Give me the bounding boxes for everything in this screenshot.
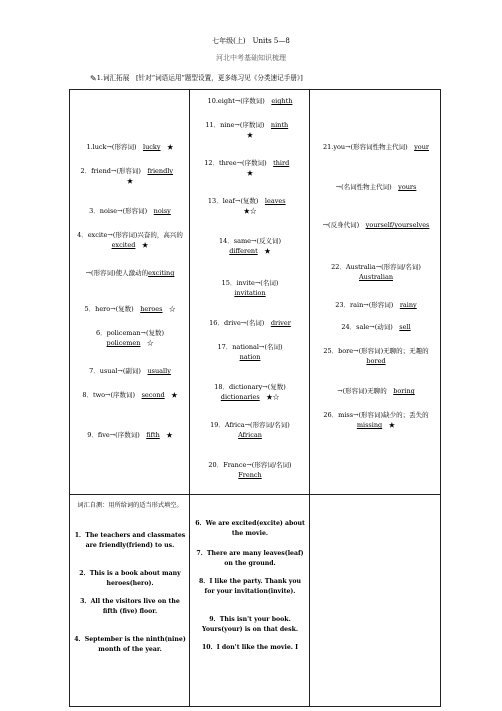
vocab-item [314,300,438,310]
vocab-prompt: 23．rain→(形容词) [335,301,400,309]
vocab-answer: lucky [143,143,161,151]
vocab-answer: different [229,247,258,255]
vocab-answer: sell [399,323,411,331]
vocab-answer: yourself/yourselves [365,221,430,229]
vocab-item [204,460,299,480]
vocab-item [204,120,296,140]
vocab-item [318,262,434,282]
importance-star: ★ [382,421,396,429]
vocab-answer: rainy [399,301,417,309]
importance-star: ★ [135,241,149,249]
exercise-sentence: 7．There are many leaves(leaf) on the ground. [196,550,304,567]
importance-star: ☆ [140,339,154,347]
vocab-prompt: 4．excite→(形容词)兴奋的，高兴的 [77,231,190,239]
pencil-icon: ✎ [90,74,97,83]
vocab-prompt: 12．three→(序数词) [204,159,274,167]
vocab-item [204,196,296,216]
vocab-answer: French [238,471,262,479]
vocab-item [74,206,186,216]
vocab-prompt: 13．leaf→(复数) [207,197,265,205]
importance-star: ★ [126,167,180,185]
vocab-answer: noisy [153,207,171,215]
importance-star: ★ [164,391,178,399]
vocab-prompt: →(名词性物主代词) [335,183,399,191]
vocab-prompt: 24．sale→(动词) [341,323,400,331]
exercise-sentence: 2．This is a book about many heroes(hero). [79,570,181,587]
page-title: 七年级(上) Units 5—8 [212,37,290,45]
vocab-prompt: 7．usual→(副词) [89,367,148,375]
vocab-prompt: →(反身代词) [322,221,366,229]
vocab-item [74,430,186,440]
vocab-prompt: 2．friend→(形容词) [80,167,148,175]
vocab-column-1 [70,90,190,495]
vocab-item [194,318,306,328]
vocab-item [318,410,434,430]
vocab-item [80,166,180,186]
vocab-prompt: 19．Africa→(形容词/名词) [210,421,297,429]
vocab-answer: exciting [148,269,175,277]
importance-star: ★ [159,431,173,439]
vocab-prompt: 3．noise→(形容词) [89,207,154,215]
exercise-sentence: 8．I like the party. Thank you for your invitation(invite). [199,578,301,595]
vocab-answer: policemen [106,339,141,347]
vocab-prompt: 14．same→(反义词) [218,237,288,245]
exercise-column-2 [190,495,310,707]
vocab-answer: Australian [358,273,394,281]
vocab-item [204,342,296,362]
vocab-answer: excited [111,241,136,249]
exercise-sentence: 6．We are excited(excite) about the movie. [195,520,305,537]
vocab-prompt: 20．France→(形容词/名词) [208,461,299,469]
vocab-answer: invitation [234,289,266,297]
vocab-answer: nation [239,353,261,361]
vocab-item [318,346,434,366]
exercise-column-3 [310,495,441,707]
section-intro [90,72,303,83]
vocab-item [74,366,186,376]
vocabulary-table [69,89,441,707]
vocab-prompt: 6．policeman→(复数) [95,329,171,337]
vocab-answer: missing [356,421,383,429]
importance-star: ★ [160,143,174,151]
vocab-item [204,278,296,298]
vocab-item [204,158,296,178]
vocab-answer: dictionaries [220,393,260,401]
vocab-prompt: 5．hero→(复数) [84,305,141,313]
vocab-item [74,304,186,314]
vocab-item [318,386,434,396]
importance-star: ★☆ [243,197,293,215]
vocab-answer: driver [270,319,291,327]
importance-star: ★ [246,159,296,177]
vocab-item [80,390,180,400]
vocab-answer: yours [398,183,417,191]
vocab-answer: bored [366,357,386,365]
vocab-answer: fifth [146,431,160,439]
vocab-prompt: 16．drive→(名词) [209,319,271,327]
vocab-prompt: 17．national→(名词) [217,343,290,351]
vocab-answer: ninth [270,121,289,129]
vocab-prompt: 10.eight→(序数词) [207,97,272,105]
vocab-column-3 [310,90,441,495]
importance-star: ★ [257,247,271,255]
vocab-answer: third [273,159,290,167]
vocab-prompt: 15．invite→(名词) [221,279,285,287]
vocab-prompt: 18．dictionary→(复数) [214,383,293,391]
vocab-prompt: →(形容词)无聊的 [337,387,394,395]
exercise-sentence: 1．The teachers and classmates are friendly(friend) to us. [74,532,186,549]
vocab-column-2 [190,90,310,495]
vocab-item [318,322,434,332]
vocab-item [318,142,434,152]
vocab-answer: usually [147,367,171,375]
exercise-sentence: 9．This isn't your book. Yours(your) is on that desk. [201,616,299,633]
exercise-sentence: 10．I don't like the movie. I [202,644,298,651]
vocab-answer: your [414,143,430,151]
vocab-item [74,230,190,250]
page-subtitle: 河北中考基础知识梳理 [216,54,286,62]
vocab-answer: boring [393,387,415,395]
exercise-column-1 [70,495,190,707]
vocab-item [314,220,438,230]
importance-star: ☆ [162,305,176,313]
vocab-prompt: 11．nine→(序数词) [205,121,271,129]
vocab-prompt: 25．bore→(形容词)无聊的；无趣的 [323,347,436,355]
vocab-prompt: 21.you→(形容词性物主代词) [322,143,415,151]
section-intro-text: 1.词汇拓展 [针对“词语运用”题型设置，更多练习见《分类速记手册》] [96,74,303,82]
vocab-answer: second [141,391,165,399]
vocab-answer: heroes [140,305,163,313]
exercise-sentence: 3．All the visitors live on the fifth (five) floor. [80,598,180,615]
vocab-item [200,382,300,402]
vocab-answer: African [238,431,262,439]
vocab-item [322,182,430,192]
exercise-intro: 词汇自测：用所给词的适当形式填空。 [77,502,183,509]
vocab-answer: eighth [271,97,293,105]
vocab-prompt: 9．five→(序数词) [87,431,147,439]
vocab-prompt: 1.luck→(形容词) [86,143,144,151]
vocab-item [80,328,180,348]
vocab-prompt: 26．miss→(形容词)缺少的；丢失的 [323,411,436,419]
vocab-prompt: →(形容词)使人激动的 [85,269,149,277]
vocab-item [78,268,182,278]
vocab-prompt: 22．Australia→(形容词/名词) [331,263,428,271]
vocab-prompt: 8．two→(序数词) [82,391,142,399]
vocab-item [194,96,306,106]
vocab-item [204,236,296,256]
exercise-sentence: 4．September is the ninth(nine) month of the year. [74,636,186,653]
importance-star: ★☆ [259,393,280,401]
vocab-answer: friendly [147,167,173,175]
vocab-answer: leaves [264,197,286,205]
vocab-item [74,142,186,152]
vocab-item [204,420,296,440]
importance-star: ★ [246,121,295,139]
